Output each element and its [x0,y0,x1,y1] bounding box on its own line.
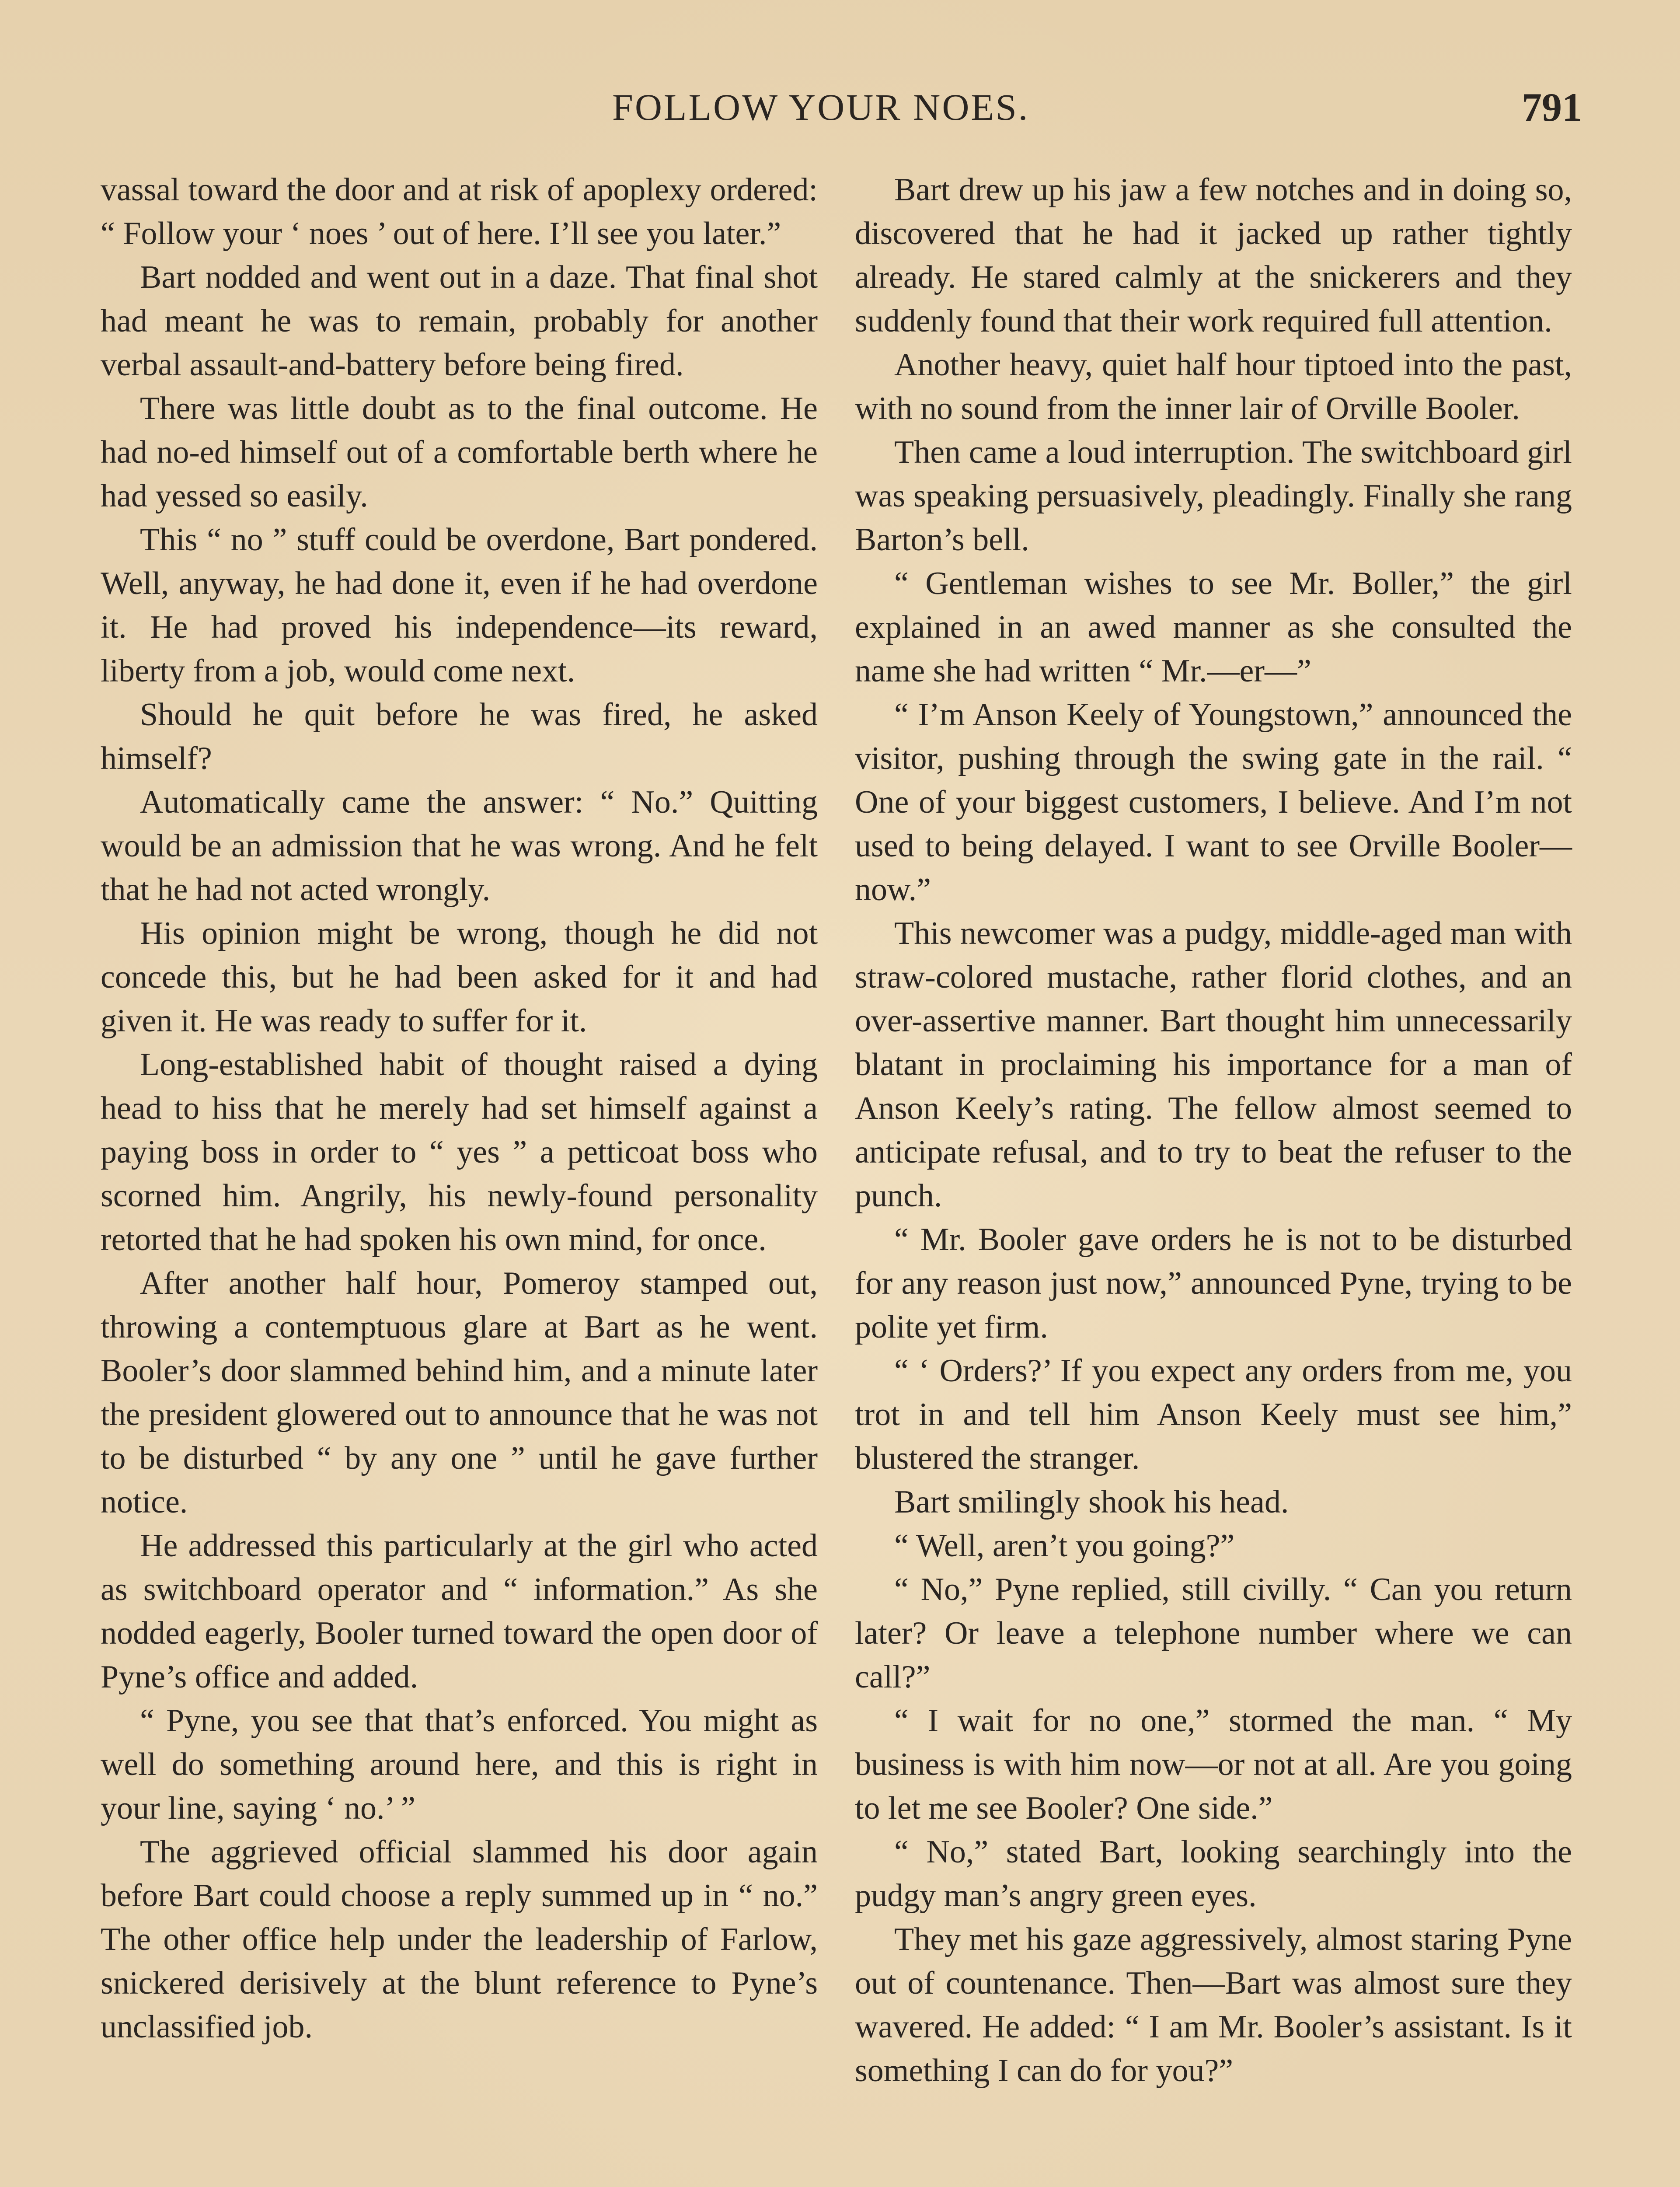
paragraph: After another half hour, Pomeroy stamped out, throwing a contemptuous glare at Bart as he went. Booler’s door slammed behind him, and a minute later the president glowered out to announce that he was not to be disturbed “ by any one ” until he gave further notice. [101,1265,818,1520]
paragraph: Long-established habit of thought raised a dying head to hiss that he merely had set himself against a paying boss in order to “ yes ” a petticoat boss who scorned him. Angrily, his newly-found personality retorted that he had spoken his own mind, for once. [101,1047,818,1258]
paragraph: They met his gaze aggressively, almost staring Pyne out of countenance. Then—Bart was almost sure they wavered. He added: “ I am Mr. Booler’s assistant. Is it something I can do for you?” [855,1921,1572,2089]
paragraph: Bart drew up his jaw a few notches and in doing so, discovered that he had it jacked up rather tightly already. He stared calmly at the snickerers and they suddenly found that their work required full attention. [855,172,1572,339]
paragraph: There was little doubt as to the final outcome. He had no-ed himself out of a comfortable berth where he had yessed so easily. [101,391,818,514]
page-number: 791 [1522,85,1582,129]
paragraph: “ Well, aren’t you going?” [894,1528,1235,1564]
right-text-column [855,168,1572,2093]
paragraph: “ Gentleman wishes to see Mr. Boller,” the girl explained in an awed manner as she consulted the name she had written “ Mr.—er—” [855,566,1572,689]
paragraph: Bart nodded and went out in a daze. That final shot had meant he was to remain, probably for another verbal assault-and-battery before being fired. [101,259,818,383]
paragraph: Another heavy, quiet half hour tiptoed into the past, with no sound from the inner lair of Orville Booler. [855,347,1572,426]
paragraph: This newcomer was a pudgy, middle-aged man with straw-colored mustache, rather florid clothes, and an over-assertive manner. Bart thought him unnecessarily blatant in proclaiming his importance for a man of Anson Keely’s rating. The fellow almost seemed to anticipate refusal, and to try to beat the refuser to the punch. [855,915,1572,1214]
paragraph: “ Mr. Booler gave orders he is not to be disturbed for any reason just now,” announced Pyne, trying to be polite yet firm. [855,1222,1572,1345]
paragraph: He addressed this particularly at the girl who acted as switchboard operator and “ information.” As she nodded eagerly, Booler turned toward the open door of Pyne’s office and added. [101,1528,818,1695]
paragraph: “ I’m Anson Keely of Youngstown,” announced the visitor, pushing through the swing gate in the rail. “ One of your biggest customers, I believe. And I’m not used to being delayed. I want to see Orville Booler—now.” [855,697,1572,908]
left-text-column [101,168,818,2049]
paragraph: vassal toward the door and at risk of apoplexy ordered: “ Follow your ‘ noes ’ out of here. I’ll see you later.” [101,172,818,252]
paragraph: The aggrieved official slammed his door again before Bart could choose a reply summed up in “ no.” The other office help under the leadership of Farlow, snickered derisively at the blunt reference to Pyne’s unclassified job. [101,1834,818,2045]
paragraph: Should he quit before he was fired, he asked himself? [101,697,818,776]
paragraph: Then came a loud interruption. The switchboard girl was speaking persuasively, pleadingly. Finally she rang Barton’s bell. [855,434,1572,558]
paragraph: “ No,” stated Bart, looking searchingly into the pudgy man’s angry green eyes. [855,1834,1572,1914]
paragraph: Bart smilingly shook his head. [894,1484,1289,1520]
paragraph: His opinion might be wrong, though he did not concede this, but he had been asked for it and had given it. He was ready to suffer for it. [101,915,818,1039]
chapter-title: FOLLOW YOUR NOES. [612,86,1030,128]
paragraph: “ I wait for no one,” stormed the man. “ My business is with him now—or not at all. Are you going to let me see Booler? One side.” [855,1703,1572,1826]
paragraph: “ Pyne, you see that that’s enforced. You might as well do something around here, and this is right in your line, saying ‘ no.’ ” [101,1703,818,1826]
paragraph: This “ no ” stuff could be overdone, Bart pondered. Well, anyway, he had done it, even if he had overdone it. He had proved his independence—its reward, liberty from a job, would come next. [101,522,818,689]
paragraph: “ No,” Pyne replied, still civilly. “ Can you return later? Or leave a telephone number where we can call?” [855,1572,1572,1695]
paragraph: “ ‘ Orders?’ If you expect any orders from me, you trot in and tell him Anson Keely must see him,” blustered the stranger. [855,1353,1572,1476]
running-head [0,83,1680,131]
paragraph: Automatically came the answer: “ No.” Quitting would be an admission that he was wrong. And he felt that he had not acted wrongly. [101,784,818,908]
